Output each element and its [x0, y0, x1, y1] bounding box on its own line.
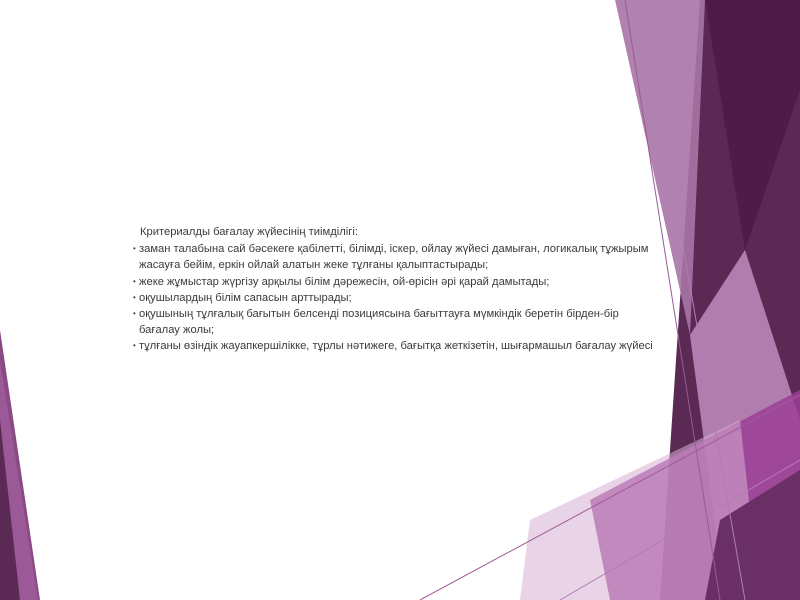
- list-item: • тұлғаны өзіндік жауапкершілікке, тұрлы нәтижеге, бағытқа жеткізетін, шығармашыл бағалау жүйесі: [134, 338, 654, 354]
- list-item: • оқушылардың білім сапасын арттырады;: [134, 290, 654, 306]
- list-item: • жеке жұмыстар жүргізу арқылы білім дәрежесін, ой-өрісін әрі қарай дамытады;: [134, 274, 654, 290]
- list-item: • оқушының тұлғалық бағытын белсенді позициясына бағыттауға мүмкіндік беретін бірден-бір бағалау жолы;: [134, 306, 654, 338]
- slide-heading: Критериалды бағалау жүйесінің тиімділігі:: [140, 226, 358, 238]
- list-item: • заман талабына сай бәсекеге қабілетті, білімді, іскер, ойлау жүйесі дамыған, логикалық тұжырым жасауға бейім, еркін ойлай алатын жеке тұлғаны қалыптастырады;: [134, 241, 654, 273]
- criteria-list: [134, 241, 654, 354]
- slide-content: [134, 224, 654, 355]
